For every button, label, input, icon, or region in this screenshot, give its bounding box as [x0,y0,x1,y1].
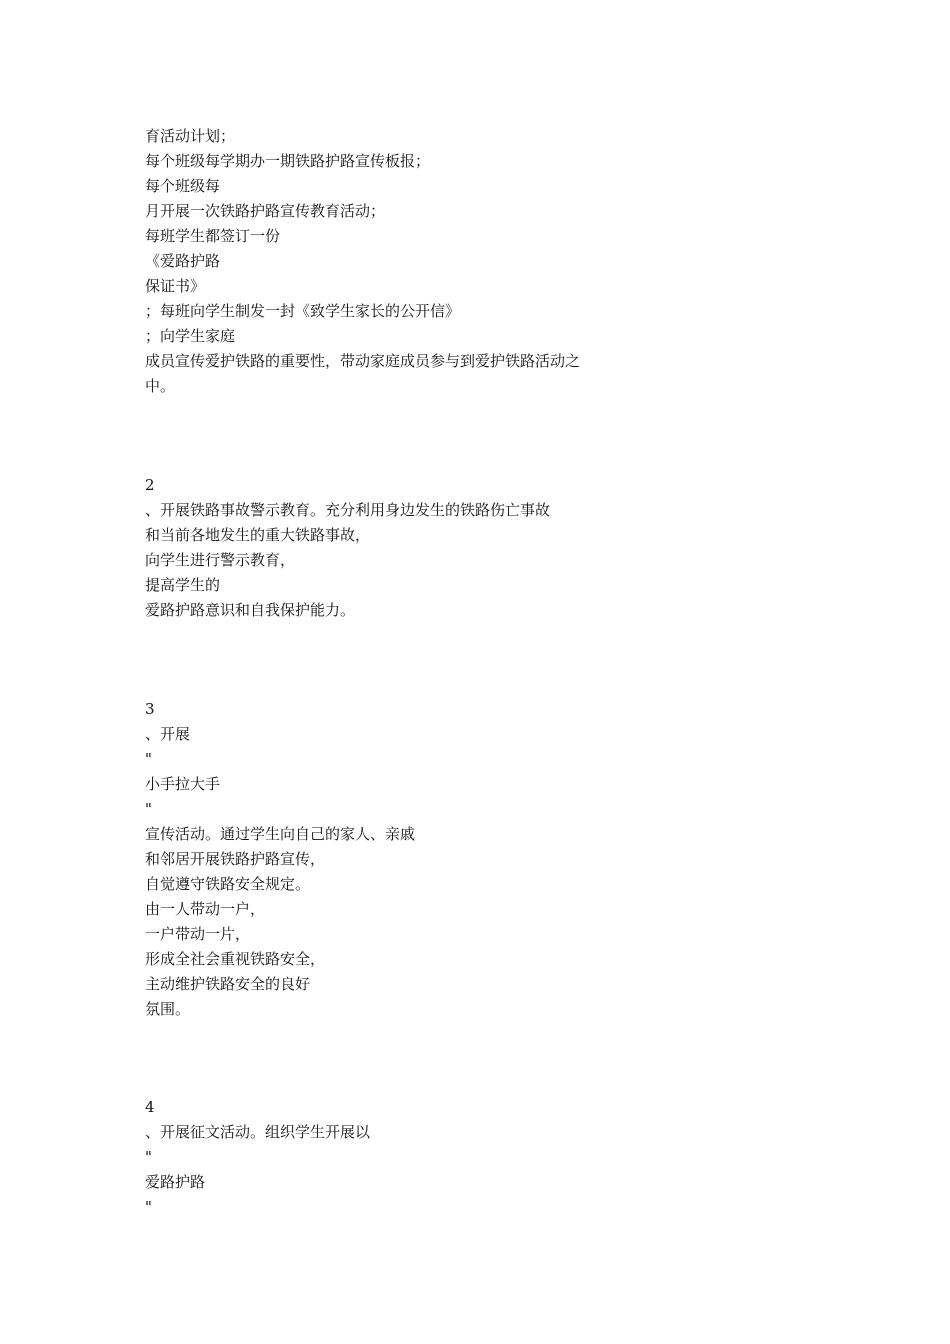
text-line: 月开展一次铁路护路宣传教育活动； [145,202,386,220]
text-line: 每个班级每学期办一期铁路护路宣传板报； [145,152,431,170]
text-line: " [145,1148,152,1166]
text-line: 氛围。 [145,1000,191,1018]
text-line: 形成全社会重视铁路安全， [145,950,326,968]
text-line: 爱路护路意识和自我保护能力。 [145,601,356,619]
text-line: 每个班级每 [145,177,221,195]
section-3-text [145,697,665,1022]
text-line: 提高学生的 [145,576,221,594]
text-line: 一户带动一片， [145,925,251,943]
text-line: 、开展征文活动。组织学生开展以 [145,1123,371,1141]
text-line: 主动维护铁路安全的良好 [145,975,311,993]
text-line: 爱路护路 [145,1173,206,1191]
section-number: 3 [145,700,155,718]
section-number: 4 [145,1098,155,1116]
text-line: 育活动计划； [145,127,236,145]
text-line: 每班学生都签订一份 [145,227,281,245]
section-4-text [145,1095,665,1220]
text-line: 、开展铁路事故警示教育。充分利用身边发生的铁路伤亡事故 [145,501,551,519]
text-line: 和邻居开展铁路护路宣传， [145,850,326,868]
text-line: " [145,750,152,768]
text-line: 由一人带动一户， [145,900,266,918]
text-line: ；向学生家庭 [145,327,236,345]
text-line: 、开展 [145,725,191,743]
text-line: 和当前各地发生的重大铁路事故， [145,526,371,544]
text-line: 《爱路护路 [145,252,221,270]
text-line: 保证书》 [145,277,206,295]
text-line: 向学生进行警示教育， [145,551,296,569]
text-line: 中。 [145,377,176,395]
text-line: " [145,800,152,818]
text-line: 自觉遵守铁路安全规定。 [145,875,311,893]
text-line: 小手拉大手 [145,775,221,793]
section-1-text [145,124,665,399]
text-line: 成员宣传爱护铁路的重要性，带动家庭成员参与到爱护铁路活动之 [145,352,581,370]
text-line: ；每班向学生制发一封《致学生家长的公开信》 [145,302,461,320]
section-2-text [145,473,665,623]
text-line: " [145,1198,152,1216]
section-number: 2 [145,476,155,494]
text-line: 宣传活动。通过学生向自己的家人、亲戚 [145,825,416,843]
